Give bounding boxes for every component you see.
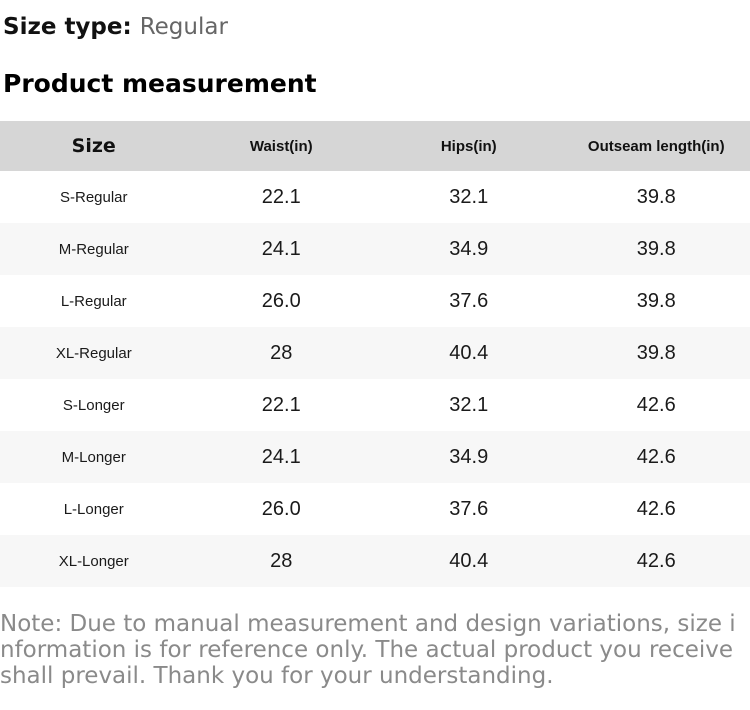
size-type-value: Regular [139, 14, 228, 40]
table-row [0, 483, 750, 535]
col-header-outseam: Outseam length(in) [587, 137, 725, 155]
hips-cell: 32.1 [449, 185, 489, 208]
waist-cell: 28 [270, 549, 293, 572]
col-header-size: Size [71, 135, 116, 157]
size-cell: S-Regular [59, 188, 128, 206]
waist-cell: 28 [270, 341, 293, 364]
table-row [0, 171, 750, 223]
table-row [0, 223, 750, 275]
waist-cell: 26.0 [261, 497, 301, 520]
hips-cell: 34.9 [449, 445, 489, 468]
outseam-cell: 39.8 [636, 185, 676, 208]
waist-cell: 22.1 [261, 393, 301, 416]
waist-cell: 24.1 [261, 237, 301, 260]
size-type-label: Size type: [3, 14, 132, 40]
col-header-waist: Waist(in) [249, 137, 313, 155]
outseam-cell: 42.6 [636, 497, 676, 520]
measurement-table [0, 121, 750, 587]
section-title: Product measurement [3, 69, 317, 98]
waist-cell: 22.1 [261, 185, 301, 208]
size-cell: L-Longer [63, 500, 124, 518]
size-type-row [0, 0, 750, 42]
table-row [0, 535, 750, 587]
hips-cell: 34.9 [449, 237, 489, 260]
waist-cell: 24.1 [261, 445, 301, 468]
size-cell: XL-Regular [55, 344, 132, 362]
col-header-hips: Hips(in) [440, 137, 497, 155]
size-cell: M-Longer [61, 448, 126, 466]
outseam-cell: 39.8 [636, 341, 676, 364]
size-cell: L-Regular [60, 292, 127, 310]
hips-cell: 40.4 [449, 341, 489, 364]
table-row [0, 327, 750, 379]
table-header-row [0, 121, 750, 171]
size-cell: S-Longer [62, 396, 125, 414]
hips-cell: 40.4 [449, 549, 489, 572]
waist-cell: 26.0 [261, 289, 301, 312]
table-row [0, 275, 750, 327]
hips-cell: 37.6 [449, 497, 489, 520]
table-row [0, 379, 750, 431]
outseam-cell: 42.6 [636, 445, 676, 468]
hips-cell: 37.6 [449, 289, 489, 312]
outseam-cell: 39.8 [636, 289, 676, 312]
outseam-cell: 42.6 [636, 393, 676, 416]
size-cell: M-Regular [58, 240, 129, 258]
outseam-cell: 39.8 [636, 237, 676, 260]
size-cell: XL-Longer [58, 552, 129, 570]
hips-cell: 32.1 [449, 393, 489, 416]
table-row [0, 431, 750, 483]
note-text: Note: Due to manual measurement and design variations, size information is for reference only. The actual product you receive shall prevail. Thank you for your understanding. [0, 611, 736, 689]
outseam-cell: 42.6 [636, 549, 676, 572]
